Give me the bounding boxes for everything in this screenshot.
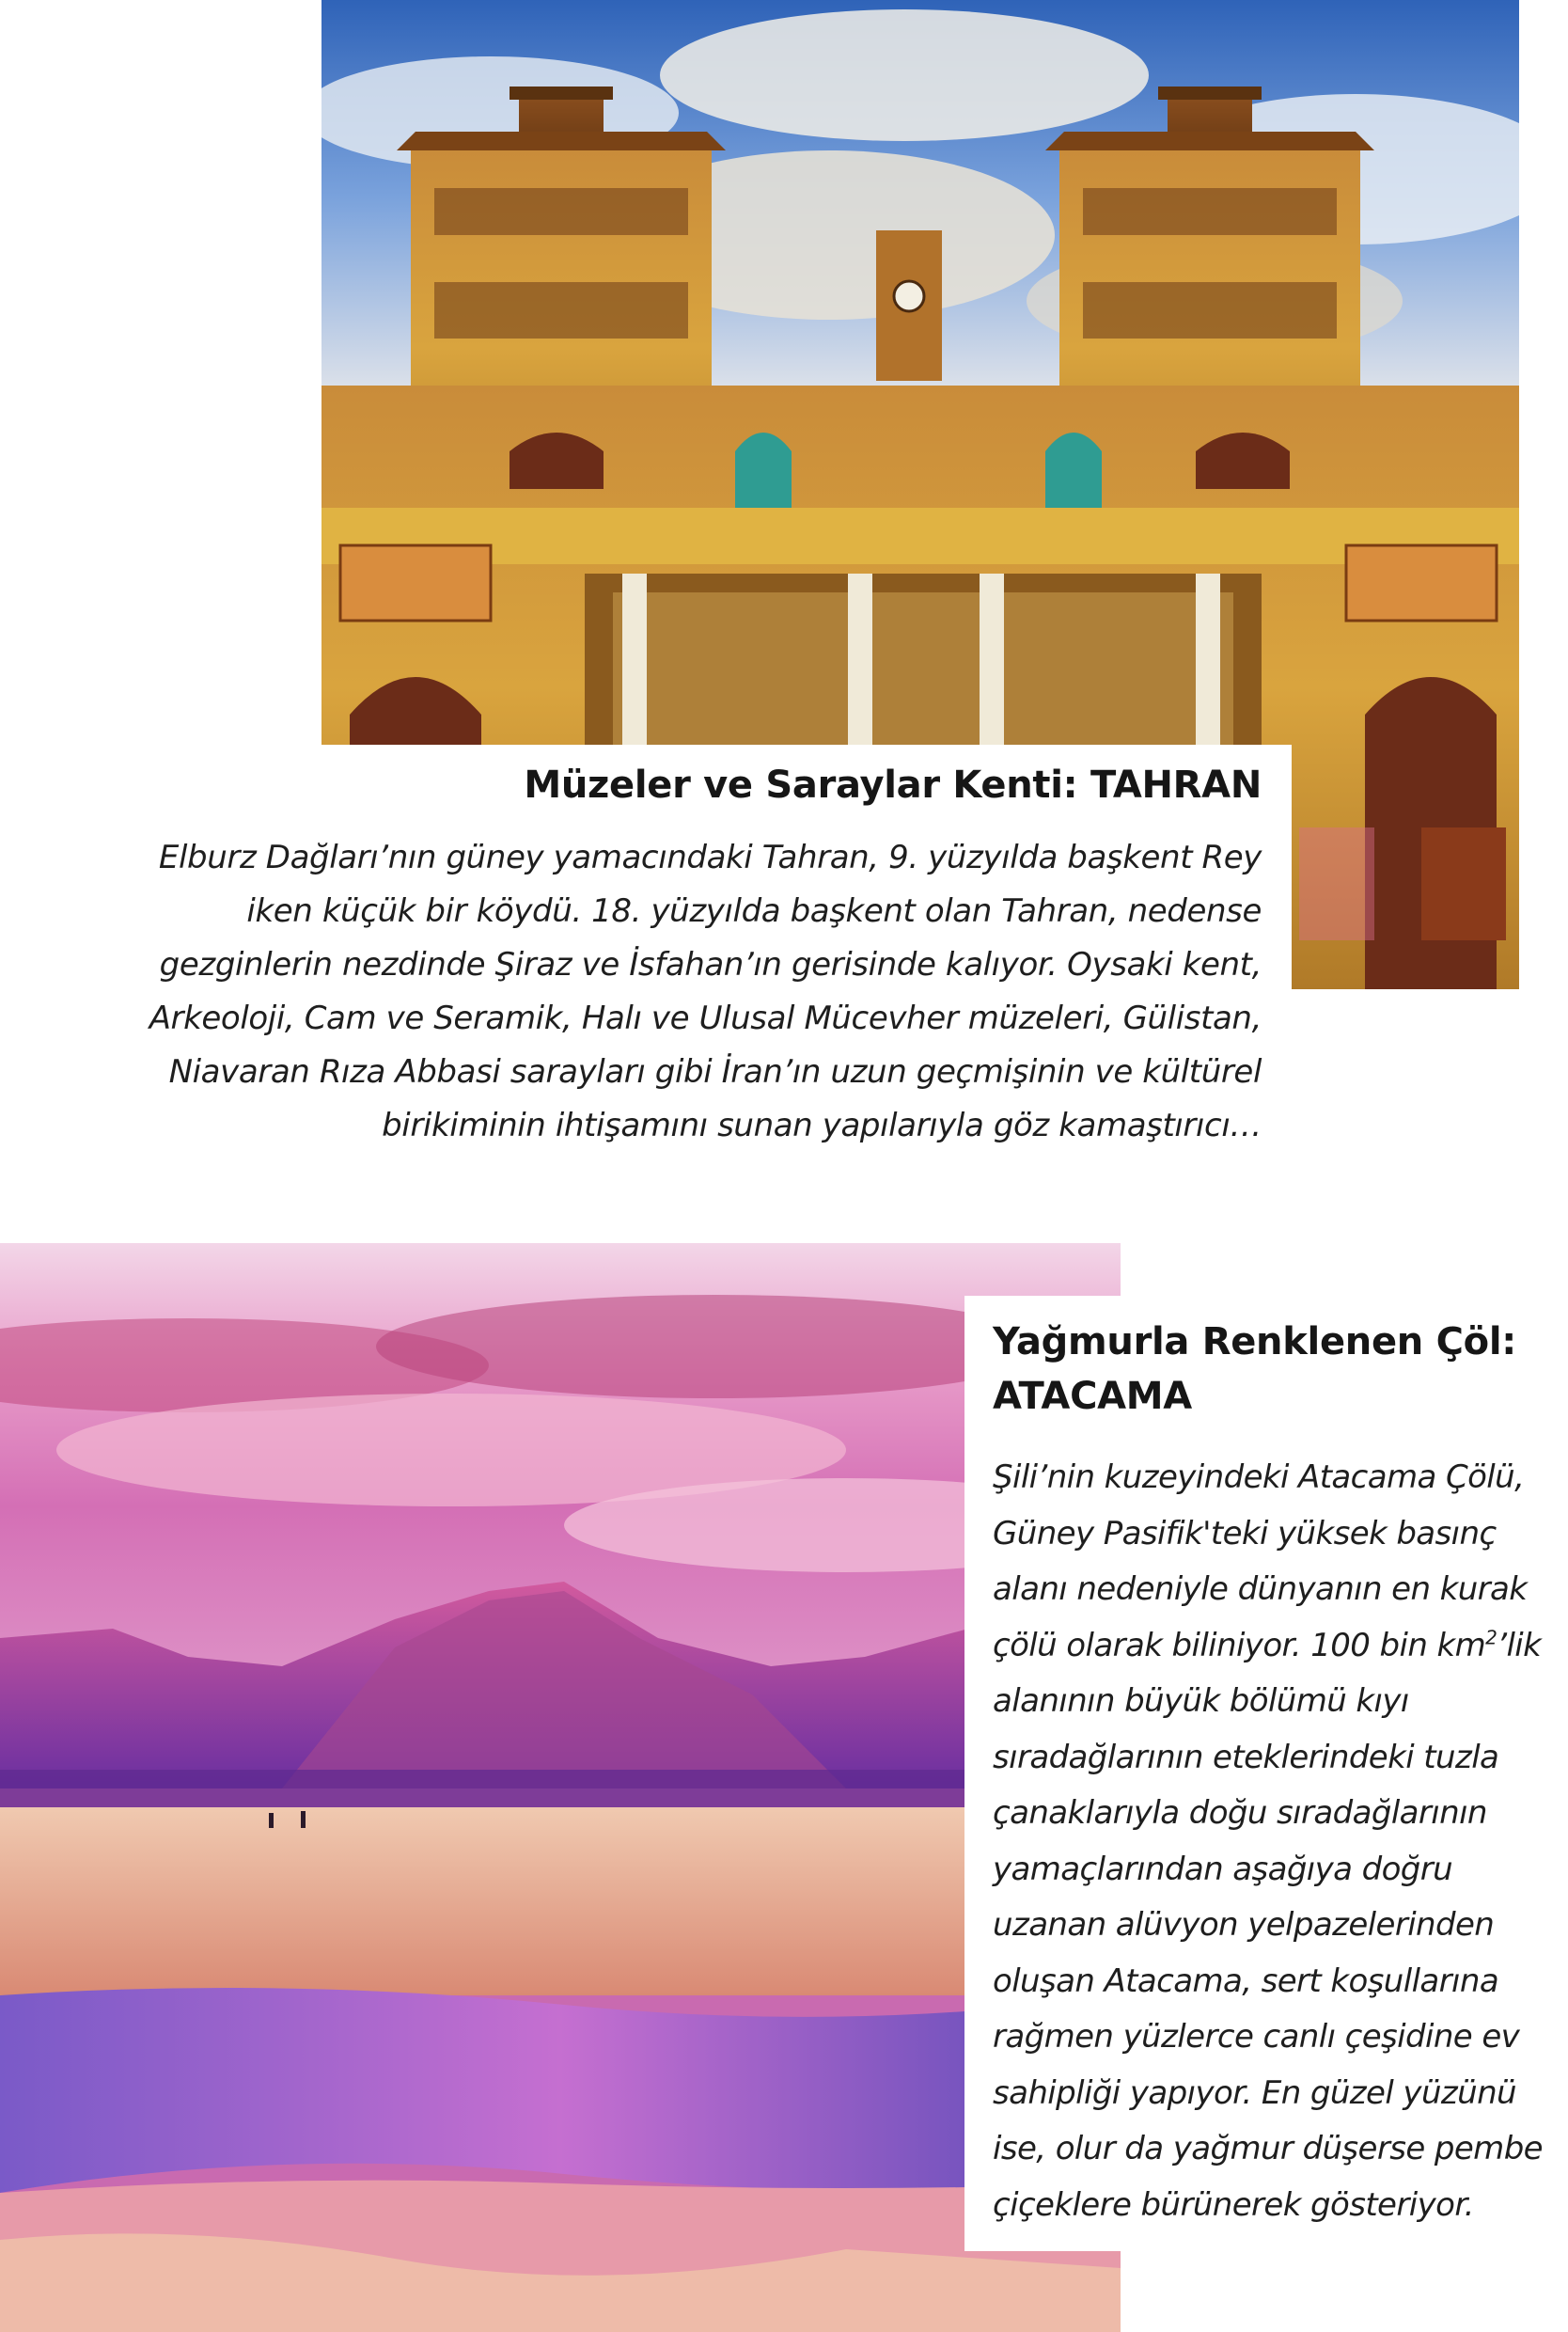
atacama-line-text: çölü olarak biliniyor. 100 bin km: [993, 1626, 1486, 1664]
atacama-body-line: oluşan Atacama, sert koşullarına: [993, 1962, 1499, 2000]
atacama-body: [993, 1450, 1568, 2233]
tehran-body: [143, 831, 1262, 1153]
atacama-title-line: ATACAMA: [993, 1375, 1192, 1418]
atacama-line-suffix: ’lik: [1497, 1626, 1542, 1664]
superscript-two: 2: [1485, 1626, 1497, 1649]
atacama-title-line: Yağmurla Renklenen Çöl:: [993, 1320, 1516, 1363]
atacama-body-line: Şili’nin kuzeyindeki Atacama Çölü,: [993, 1458, 1525, 1496]
atacama-body-line: rağmen yüzlerce canlı çeşidine ev: [993, 2018, 1520, 2056]
tehran-body-line: birikiminin ihtişamını sunan yapılarıyla göz kamaştırıcı…: [382, 1107, 1262, 1144]
tehran-body-line: Arkeoloji, Cam ve Seramik, Halı ve Ulusal Mücevher müzeleri, Gülistan,: [149, 1000, 1262, 1037]
atacama-body-line: ise, olur da yağmur düşerse pembe: [993, 2130, 1543, 2167]
atacama-body-line: Güney Pasifik'teki yüksek basınç: [993, 1514, 1497, 1552]
tehran-body-line: Elburz Dağları’nın güney yamacındaki Tahran, 9. yüzyılda başkent Rey: [158, 839, 1262, 876]
tehran-title: Müzeler ve Saraylar Kenti: TAHRAN: [524, 764, 1262, 807]
atacama-body-line: çanaklarıyla doğu sıradağlarının: [993, 1794, 1487, 1832]
atacama-body-line: sıradağlarının eteklerindeki tuzla: [993, 1738, 1499, 1776]
atacama-body-line: alanı nedeniyle dünyanın en kurak: [993, 1570, 1528, 1608]
atacama-body-line: [993, 1618, 1568, 1675]
tehran-body-line: iken küçük bir köydü. 18. yüzyılda başkent olan Tahran, nedense: [246, 892, 1262, 930]
tehran-article: [141, 745, 1292, 1164]
tehran-body-line: gezginlerin nezdinde Şiraz ve İsfahan’ın gerisinde kalıyor. Oysaki kent,: [159, 946, 1262, 984]
atacama-body-line: sahipliği yapıyor. En güzel yüzünü: [993, 2073, 1516, 2112]
atacama-title: [993, 1315, 1557, 1424]
atacama-body-line: uzanan alüvyon yelpazelerinden: [993, 1906, 1495, 1944]
atacama-body-line: çiçeklere bürünerek gösteriyor.: [993, 2185, 1474, 2224]
tehran-body-line: Niavaran Rıza Abbasi sarayları gibi İran’ın uzun geçmişinin ve kültürel: [168, 1053, 1262, 1091]
atacama-article: [964, 1296, 1568, 2251]
atacama-body-line: alanının büyük bölümü kıyı: [993, 1682, 1409, 1720]
atacama-desert-photo: [0, 1243, 1121, 2332]
atacama-body-line: yamaçlarından aşağıya doğru: [993, 1850, 1453, 1888]
